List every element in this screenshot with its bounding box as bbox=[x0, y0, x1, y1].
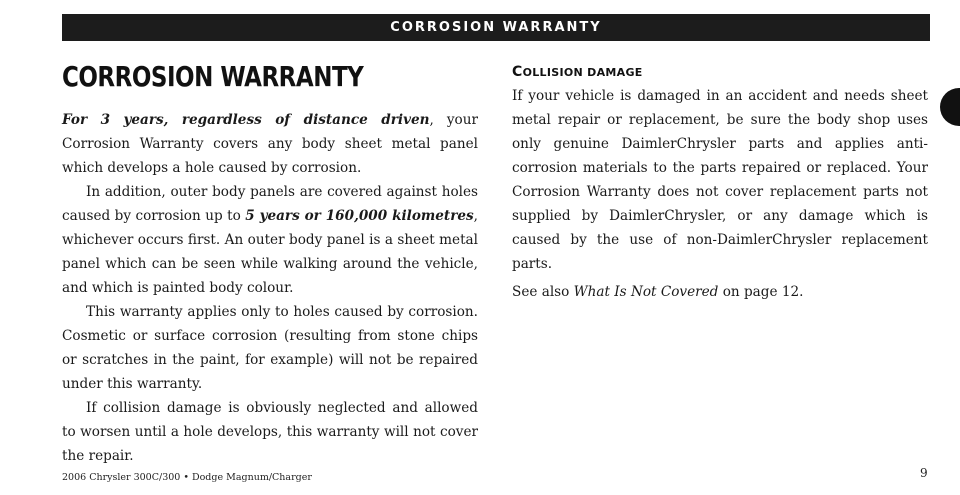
outer-panels-term-emphasis: 5 years or 160,000 kilometres bbox=[245, 208, 474, 224]
paragraph-coverage bbox=[62, 108, 478, 180]
paragraph-collision: If your vehicle is damaged in an accident and needs sheet metal repair or replacement, be sure the body shop uses only genuine DaimlerChrysler parts and applies anti-corrosion materials to the parts repaired or replaced. Your Corrosion Warranty does not cover replacement parts not supplied by DaimlerChrysler, or any damage which is caused by the use of non-DaimlerChrysler replacement parts. bbox=[512, 88, 928, 272]
header-title: CORROSION WARRANTY bbox=[390, 20, 602, 35]
section-title: CORROSION WARRANTY bbox=[62, 62, 364, 94]
page-header-bar bbox=[62, 14, 930, 41]
footer-model-text: 2006 Chrysler 300C/300 • Dodge Magnum/Charger bbox=[62, 472, 312, 483]
see-also-link[interactable]: What Is Not Covered bbox=[573, 284, 719, 300]
outer-panels-text-a: In addition, outer body panels are covered against holes caused by corrosion up to bbox=[62, 184, 478, 224]
collision-damage-heading: COLLISION DAMAGE bbox=[512, 64, 643, 80]
left-column bbox=[62, 58, 478, 468]
see-also-reference: See also What Is Not Covered on page 12. bbox=[512, 284, 804, 300]
outer-panels-text-b: , whichever occurs first. An outer body panel is a sheet metal panel which can be seen while walking around the vehicle, and which is painted body colour. bbox=[62, 208, 478, 296]
right-column bbox=[512, 64, 928, 304]
coverage-term-emphasis: For 3 years, regardless of distance driven bbox=[62, 112, 430, 128]
paragraph-outer-panels bbox=[62, 180, 478, 300]
paragraph-limitations: This warranty applies only to holes caused by corrosion. Cosmetic or surface corrosion (resulting from stone chips or scratches in the paint, for example) will not be repaired under this warranty. bbox=[62, 304, 478, 392]
paragraph-neglect: If collision damage is obviously neglected and allowed to worsen until a hole develops, this warranty will not cover the repair. bbox=[62, 400, 478, 464]
coverage-text: , your Corrosion Warranty covers any body sheet metal panel which develops a hole caused by corrosion. bbox=[62, 112, 478, 176]
page-number: 9 bbox=[920, 466, 928, 480]
section-thumb-tab bbox=[940, 88, 960, 126]
